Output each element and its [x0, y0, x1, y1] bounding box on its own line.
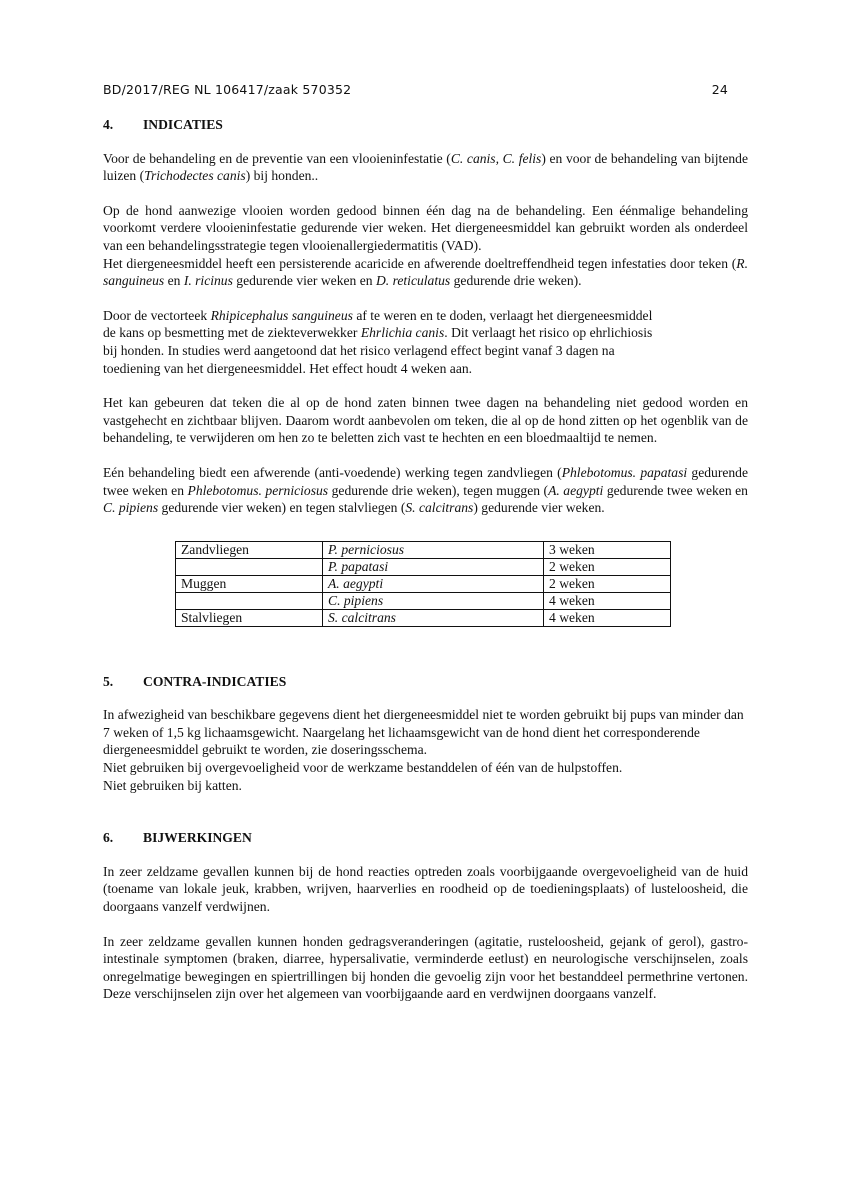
text: Voor de behandeling en de preventie van een vlooieninfestatie ( [103, 150, 451, 166]
text: Niet gebruiken bij katten. [103, 777, 242, 793]
text: ) bij honden.. [245, 168, 319, 184]
paragraph-indicaties-4: Het kan gebeuren dat teken die al op de hond zaten binnen twee dagen na behandeling niet gedood worden en vastgehecht en zichtbaar blijven. Daarom wordt aanbevolen om teken, die al op de hond zitten op het ogenblik van de behandeling, te verwijderen om hen zo te beletten zich vast te hechten en een bloedmaaltijd te nemen. [103, 395, 748, 446]
text: Door de vectorteek [103, 307, 211, 323]
section-heading-bijwerkingen [103, 829, 748, 847]
species-cell: P. perniciosus [323, 541, 544, 558]
text: af te weren en te doden, verlaagt het diergeneesmiddel [352, 307, 653, 323]
paragraph-indicaties-2 [103, 202, 748, 290]
text: . Dit verlaagt het risico op ehrlichiosis [444, 325, 653, 341]
page-number: 24 [711, 82, 728, 97]
paragraph-indicaties-5 [103, 464, 748, 517]
document-reference: BD/2017/REG NL 106417/zaak 570352 [103, 82, 352, 97]
species-duration-table [175, 541, 671, 627]
group-cell [176, 592, 323, 609]
text: gedurende twee weken en [603, 482, 748, 498]
duration-cell: 4 weken [544, 609, 671, 626]
text: ) en voor de behandeling van bijtende luizen ( [103, 150, 748, 184]
species-name: S. calcitrans [405, 500, 474, 516]
table-row [176, 575, 671, 592]
duration-cell: 2 weken [544, 575, 671, 592]
paragraph-indicaties-3 [103, 307, 748, 377]
table-row [176, 592, 671, 609]
table-row [176, 558, 671, 575]
text: gedurende twee weken en [103, 464, 749, 498]
text: gedurende drie weken), tegen muggen ( [328, 482, 549, 498]
species-name: Trichodectes canis [144, 168, 246, 184]
species-cell: P. papatasi [323, 558, 544, 575]
species-cell: S. calcitrans [323, 609, 544, 626]
document-body [103, 116, 748, 1003]
section-heading-contra-indicaties [103, 673, 748, 691]
species-name: Rhipicephalus sanguineus [210, 307, 353, 323]
paragraph-indicaties-1 [103, 150, 748, 185]
text: ) gedurende vier weken. [473, 500, 605, 516]
text: Het diergeneesmiddel heeft een persisterende acaricide en afwerende doeltreffendheid tegen infestaties door teken ( [103, 255, 737, 271]
table-row [176, 541, 671, 558]
section-title: CONTRA-INDICATIES [143, 673, 287, 689]
species-name: Phlebotomus. perniciosus [187, 482, 329, 498]
text: In afwezigheid van beschikbare gegevens dient het diergeneesmiddel niet te worden gebruikt bij pups van minder dan 7 weken of 1,5 kg lichaamsgewicht. Naargelang het lichaamsgewicht van de hond dient het corresponderende diergeneesmiddel gebruikt te worden, zie doseringsschema. [103, 707, 744, 758]
paragraph-bijwerkingen-1: In zeer zeldzame gevallen kunnen bij de hond reacties optreden zoals voorbijgaande overgevoeligheid van de huid (toename van lokale jeuk, krabben, wrijven, haarverlies en roodheid op de toedieningsplaats) of lusteloosheid, die doorgaans vanzelf verdwijnen. [103, 863, 748, 915]
species-cell: A. aegypti [323, 575, 544, 592]
section-title: BIJWERKINGEN [143, 830, 252, 846]
text: de kans op besmetting met de ziekteverwekker [103, 325, 361, 341]
duration-cell: 2 weken [544, 558, 671, 575]
paragraph-contra-indicaties [103, 706, 748, 794]
group-cell: Muggen [176, 575, 323, 592]
section-title: INDICATIES [143, 117, 223, 132]
species-name: Ehrlichia canis [360, 325, 445, 341]
text: Op de hond aanwezige vlooien worden gedood binnen één dag na de behandeling. Een éénmalige behandeling voorkomt verdere vlooieninfestatie gedurende vier weken. Het diergeneesmiddel kan gebruikt worden als onderdeel van een behandelingsstrategie tegen vlooienallergiedermatitis (VAD). [103, 202, 748, 253]
species-name: A. aegypti [548, 482, 604, 498]
species-name: C. pipiens [103, 500, 159, 516]
duration-cell: 4 weken [544, 592, 671, 609]
section-number: 5. [103, 673, 114, 689]
species-name: C. canis, C. felis [450, 150, 542, 166]
section-number: 4. [103, 117, 114, 132]
species-name: Phlebotomus. papatasi [561, 464, 688, 480]
paragraph-bijwerkingen-2: In zeer zeldzame gevallen kunnen honden gedragsveranderingen (agitatie, rusteloosheid, gejank of gerol), gastro-intestinale symptomen (braken, diarree, hypersalivatie, verminderde eetlust) en neurologische verschijnselen, zoals onregelmatige bewegingen en spiertrillingen bij honden die gevoelig zijn voor het bestanddeel permethrine vertonen. Deze verschijnselen zijn over het algemeen van voorbijgaande aard en verdwijnen doorgaans vanzelf. [103, 933, 748, 1002]
text: Niet gebruiken bij overgevoeligheid voor de werkzame bestanddelen of één van de hulpstoffen. [103, 760, 623, 776]
group-cell: Stalvliegen [176, 609, 323, 626]
text: Eén behandeling biedt een afwerende (anti-voedende) werking tegen zandvliegen ( [103, 464, 562, 480]
group-cell [176, 558, 323, 575]
section-number: 6. [103, 830, 114, 846]
text: gedurende vier weken) en tegen stalvliegen ( [158, 500, 406, 516]
text: gedurende vier weken en [232, 273, 376, 289]
section-heading-indicaties [103, 116, 748, 134]
species-name: I. ricinus [183, 273, 233, 289]
text: gedurende drie weken). [450, 273, 582, 289]
species-cell: C. pipiens [323, 592, 544, 609]
group-cell: Zandvliegen [176, 541, 323, 558]
duration-cell: 3 weken [544, 541, 671, 558]
table-row [176, 609, 671, 626]
text: bij honden. In studies werd aangetoond dat het risico verlagend effect begint vanaf 3 dagen na [103, 342, 615, 358]
species-name: R. sanguineus [103, 255, 748, 289]
species-name: D. reticulatus [375, 273, 451, 289]
text: toediening van het diergeneesmiddel. Het effect houdt 4 weken aan. [103, 360, 473, 376]
text: en [164, 273, 184, 289]
